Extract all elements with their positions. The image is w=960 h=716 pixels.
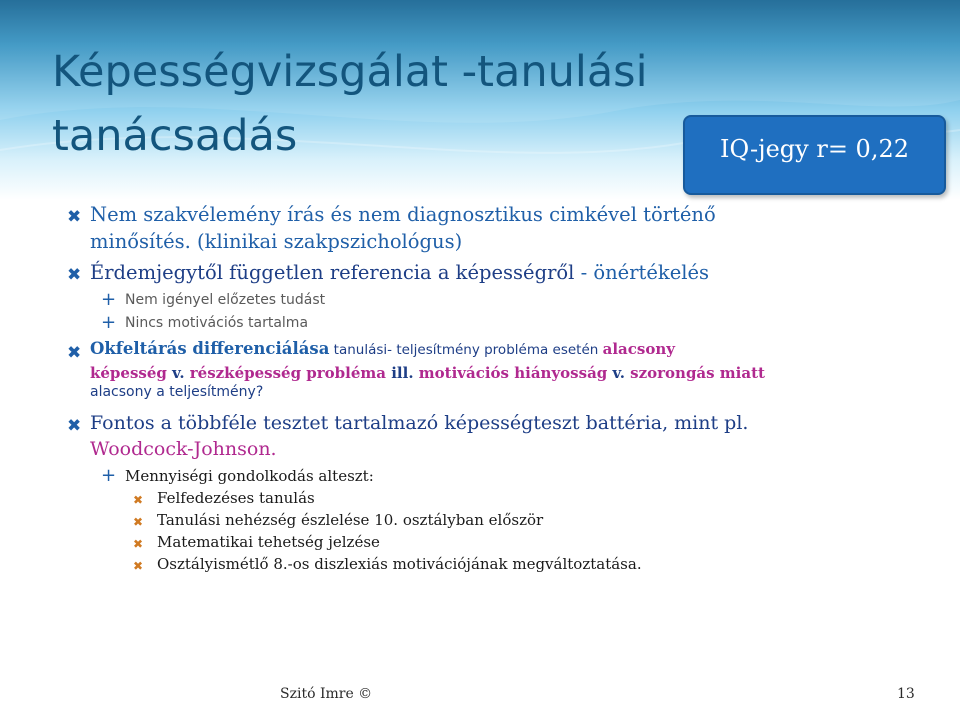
- highlight-text: szorongás miatt: [630, 364, 765, 382]
- plus-bullet-icon: +: [101, 465, 117, 486]
- bullet-line: Woodcock-Johnson.: [90, 438, 277, 460]
- sub-bullet-line: Nincs motivációs tartalma: [125, 315, 309, 331]
- plus-bullet-icon: +: [101, 312, 117, 333]
- iq-correlation-box: IQ-jegy r= 0,22: [683, 115, 946, 195]
- bullet-line: alacsony a teljesítmény?: [90, 384, 264, 400]
- slide-title: Képességvizsgálat -tanulási tanácsadás: [52, 47, 648, 161]
- x-bullet-icon: ✖: [67, 416, 82, 436]
- bullet-text: Érdemjegytől független referencia a képességről: [90, 261, 575, 284]
- x-bullet-icon: ✖: [133, 493, 144, 507]
- bullet-line: [90, 261, 709, 284]
- highlight-text: részképesség probléma: [189, 364, 387, 382]
- bullet-line: Nem szakvélemény írás és nem diagnosztikus cimkével történő: [90, 203, 716, 226]
- highlight-text: képesség: [90, 364, 167, 382]
- highlight-text: motivációs hiányosság: [418, 364, 608, 382]
- sub-bullet-line: Mennyiségi gondolkodás alteszt:: [125, 467, 374, 485]
- bullet-text: v.: [607, 364, 631, 382]
- bullet-line: minősítés. (klinikai szakpszichológus): [90, 230, 463, 253]
- bullet-text: - önértékelés: [574, 261, 710, 284]
- x-bullet-icon: ✖: [133, 515, 144, 529]
- bullet-line: Fontos a többféle tesztet tartalmazó képességteszt battéria, mint pl.: [90, 412, 749, 434]
- footer-author: Szitó Imre ©: [280, 686, 373, 702]
- x-bullet-icon: ✖: [67, 265, 82, 285]
- bullet-line: [90, 363, 765, 382]
- x-bullet-icon: ✖: [67, 207, 82, 227]
- x-bullet-icon: ✖: [133, 559, 144, 573]
- page-number: 13: [897, 686, 915, 702]
- list-item: Osztályismétlő 8.-os diszlexiás motivációjának megváltoztatása.: [157, 555, 642, 573]
- bullet-text: Okfeltárás differenciálása: [90, 339, 330, 358]
- list-item: Matematikai tehetség jelzése: [157, 533, 380, 551]
- sub-bullet-line: Nem igényel előzetes tudást: [125, 292, 326, 308]
- plus-bullet-icon: +: [101, 289, 117, 310]
- bullet-text: ill.: [386, 364, 419, 382]
- bullet-text: v.: [166, 364, 190, 382]
- list-item: Felfedezéses tanulás: [157, 489, 315, 507]
- highlight-text: alacsony: [602, 340, 675, 358]
- bullet-line: [90, 339, 675, 358]
- x-bullet-icon: ✖: [67, 343, 82, 363]
- x-bullet-icon: ✖: [133, 537, 144, 551]
- list-item: Tanulási nehézség észlelése 10. osztályban először: [157, 511, 544, 529]
- bullet-text: tanulási- teljesítmény probléma esetén: [329, 342, 603, 358]
